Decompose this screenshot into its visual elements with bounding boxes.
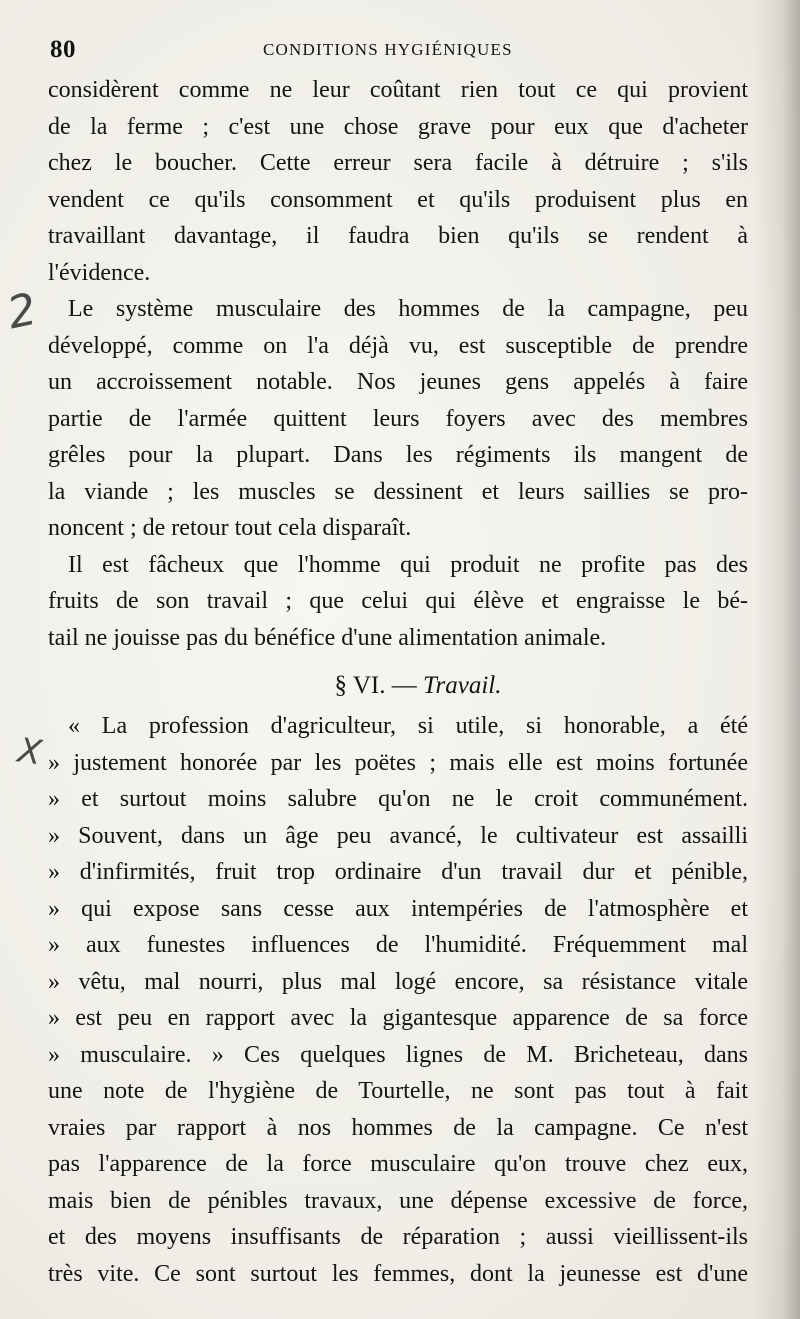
text-line: l'évidence. [48, 259, 151, 286]
text-line: vraies par rapport à nos hommes de la campagne. Ce n'est [48, 1114, 748, 1141]
paragraph [48, 291, 748, 547]
text-line: Il est fâcheux que l'homme qui produit ne profite pas des [68, 551, 748, 578]
text-line: fruits de son travail ; que celui qui élève et engraisse le bé- [48, 588, 748, 614]
paragraph [48, 72, 748, 291]
text-line: pas l'apparence de la force musculaire qu'on trouve chez eux, [48, 1151, 748, 1177]
text-line: travaillant davantage, il faudra bien qu'ils se rendent à [48, 223, 748, 249]
text-line: mais bien de pénibles travaux, une dépense excessive de force, [48, 1187, 748, 1214]
text-line: » est peu en rapport avec la gigantesque apparence de sa force [48, 1005, 748, 1031]
section-heading [48, 664, 748, 708]
text-line: tail ne jouisse pas du bénéfice d'une alimentation animale. [48, 624, 607, 651]
handwritten-margin-cross: X [15, 730, 44, 774]
text-line: « La profession d'agriculteur, si utile, si honorable, a été [68, 713, 748, 739]
text-line: » d'infirmités, fruit trop ordinaire d'un travail dur et pénible, [48, 859, 748, 885]
page-number: 80 [50, 36, 76, 63]
page-gutter-shadow [754, 0, 800, 1319]
paragraph [48, 547, 748, 657]
handwritten-margin-mark: 2 [3, 283, 41, 340]
text-line: » qui expose sans cesse aux intempéries de l'atmosphère et [48, 895, 748, 922]
section-number: § VI. — [334, 672, 417, 699]
section-title: Travail. [422, 672, 502, 699]
text-line: un accroissement notable. Nos jeunes gens appelés à faire [48, 369, 748, 395]
text-line: une note de l'hygiène de Tourtelle, ne sont pas tout à fait [48, 1078, 748, 1104]
text-line: » aux funestes influences de l'humidité. Fréquemment mal [48, 932, 748, 958]
text-line: développé, comme on l'a déjà vu, est susceptible de prendre [48, 332, 748, 359]
text-line: » Souvent, dans un âge peu avancé, le cultivateur est assailli [48, 822, 748, 849]
running-head: CONDITIONS HYGIÉNIQUES [263, 40, 513, 59]
text-line: grêles pour la plupart. Dans les régiments ils mangent de [48, 442, 748, 468]
text-line: » justement honorée par les poëtes ; mais elle est moins fortunée [48, 749, 748, 776]
text-line: de la ferme ; c'est une chose grave pour eux que d'acheter [48, 113, 748, 140]
page-header [50, 36, 760, 66]
text-line: » vêtu, mal nourri, plus mal logé encore, sa résistance vitale [48, 968, 748, 995]
body-text [48, 72, 748, 1292]
text-line: vendent ce qu'ils consomment et qu'ils produisent plus en [48, 186, 748, 213]
text-line: chez le boucher. Cette erreur sera facile à détruire ; s'ils [48, 150, 748, 176]
text-line: noncent ; de retour tout cela disparaît. [48, 515, 412, 541]
text-line: et des moyens insuffisants de réparation ; aussi vieillissent-ils [48, 1224, 748, 1250]
text-line: » et surtout moins salubre qu'on ne le croit communément. [48, 786, 748, 812]
text-line: » musculaire. » Ces quelques lignes de M. Bricheteau, dans [48, 1041, 748, 1068]
text-line: très vite. Ce sont surtout les femmes, dont la jeunesse est d'une [48, 1260, 748, 1287]
text-line: partie de l'armée quittent leurs foyers avec des membres [48, 405, 748, 432]
paragraph [48, 708, 748, 1292]
text-line: Le système musculaire des hommes de la campagne, peu [68, 296, 748, 322]
text-line: la viande ; les muscles se dessinent et leurs saillies se pro- [48, 478, 748, 505]
text-line: considèrent comme ne leur coûtant rien tout ce qui provient [48, 77, 748, 103]
